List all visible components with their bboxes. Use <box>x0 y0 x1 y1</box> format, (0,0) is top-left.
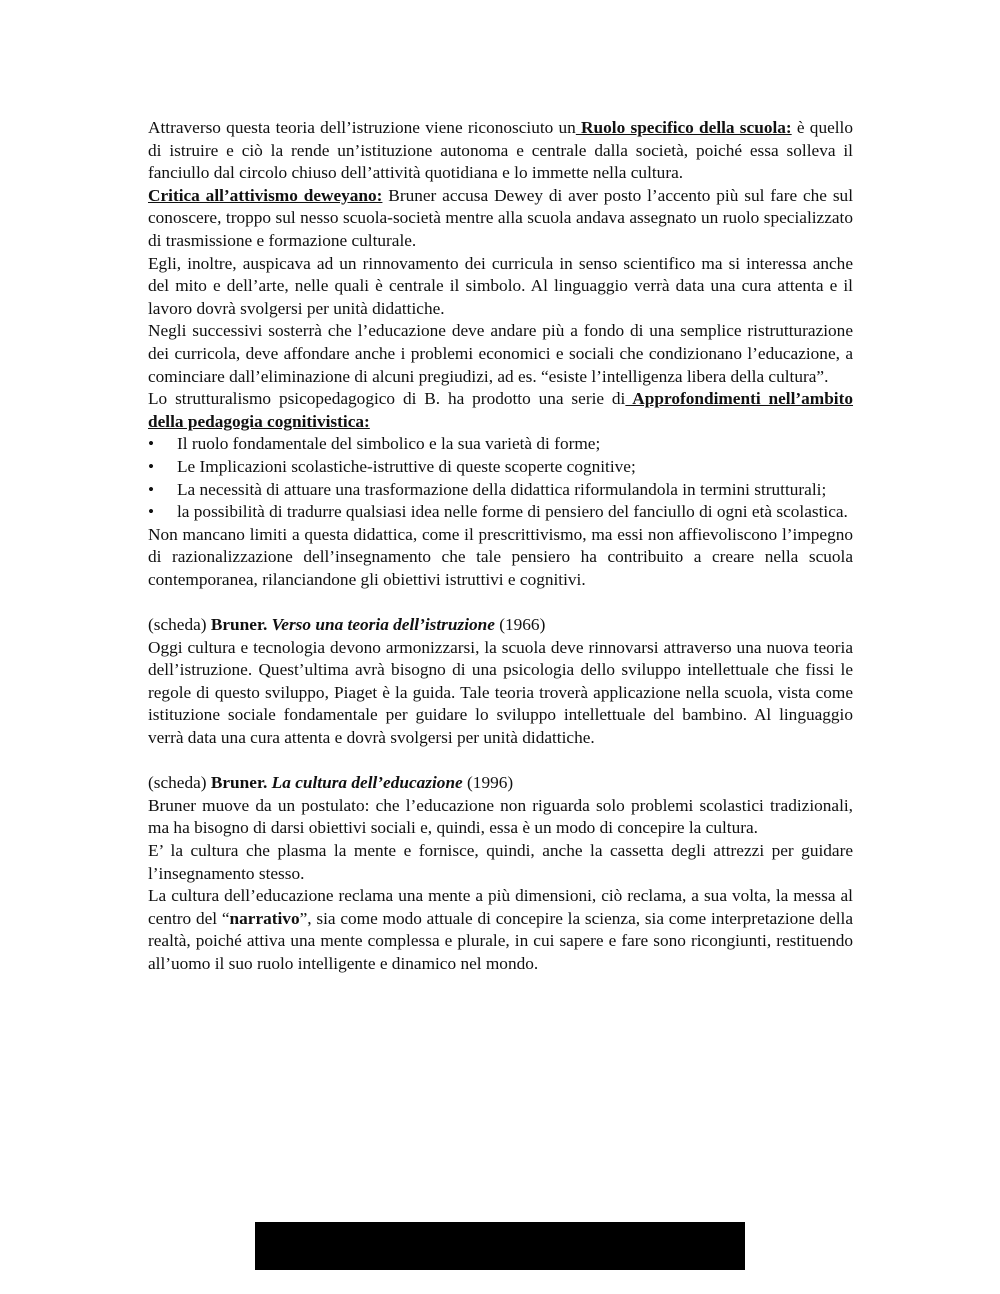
text: è quello di istruire e ciò la rende un’istituzione autonoma e centrale dalla società, poiché essa solleva il fanciullo dal circolo chiuso dell’attività quotidiana e lo immette nella cultura. <box>148 118 853 183</box>
bullet-list <box>148 433 853 523</box>
text: ”, sia come modo attuale di concepire la scienza, sia come interpretazione della realtà, poiché attiva una mente complessa e plurale, in cui sapere e fare sono ricongiunti, restituendo all’uomo il suo ruolo intelligente e dinamico nel mondo. <box>148 908 853 973</box>
scheda-title: La cultura dell’educazione <box>267 773 463 793</box>
paragraph-strutturalismo <box>148 388 853 433</box>
heading-ruolo-specifico: Ruolo specifico della scuola: <box>575 118 792 137</box>
bullet-icon: • <box>148 456 155 476</box>
scheda-year: (1966) <box>494 615 546 635</box>
scheda-body-1996-narrativo <box>148 885 853 975</box>
paragraph-ruolo-scuola <box>148 117 853 185</box>
scheda-body-1996-cultura: E’ la cultura che plasma la mente e fornisce, quindi, anche la cassetta degli attrezzi per guidare l’insegnamento stesso. <box>148 841 853 883</box>
list-item-text: La necessità di attuare una trasformazione della didattica riformulandola in termini strutturali; <box>177 479 827 499</box>
emphasis-narrativo: narrativo <box>229 908 300 928</box>
scheda-title: Verso una teoria dell’istruzione <box>267 615 495 635</box>
list-item <box>148 433 853 456</box>
bullet-icon: • <box>148 479 155 499</box>
scheda-body-1996-postulato: Bruner muove da un postulato: che l’educazione non riguarda solo problemi scolastici tradizionali, ma ha bisogno di darsi obiettivi sociali e, quindi, essa è un modo di concepire la cultura. <box>148 795 853 838</box>
list-item-text: Il ruolo fondamentale del simbolico e la sua varietà di forme; <box>177 434 601 454</box>
redaction-bar <box>255 1222 745 1270</box>
scheda-heading-1966 <box>148 614 853 637</box>
scheda-body-1966: Oggi cultura e tecnologia devono armonizzarsi, la scuola deve rinnovarsi attraverso una nuova teoria dell’istruzione. Quest’ultima avrà bisogno di una psicologia dello sviluppo intellettuale che fissi le regole di questo sviluppo, Piaget è la guida. Tale teoria troverà applicazione nella scuola, vista come istituzione sociale fondamentale per guidare lo sviluppo intellettuale del bambino. Al linguaggio verrà data una cura attenta e dovrà svolgersi per unità didattiche. <box>148 637 853 748</box>
scheda-author: Bruner. <box>210 773 268 793</box>
bullet-icon: • <box>148 434 155 454</box>
heading-approfondimenti: Approfondimenti nell’ambito della pedagogia cognitivistica: <box>148 389 854 431</box>
text: La cultura dell’educazione reclama una mente a più dimensioni, ciò reclama, a sua volta, la messa al centro del “ <box>148 886 853 928</box>
heading-critica-attivismo: Critica all’attivismo deweyano: <box>148 185 383 205</box>
paragraph-rinnovamento: Egli, inoltre, auspicava ad un rinnovamento dei curricula in senso scientifico ma si interessa anche del mito e dell’arte, nelle quali è centrale il simbolo. Al linguaggio verrà data una cura attenta e il lavoro dovrà svolgersi per unità didattiche. <box>148 253 853 318</box>
spacer <box>148 750 853 773</box>
list-item <box>148 456 853 479</box>
text: Lo strutturalismo psicopedagogico di B. ha prodotto una serie di <box>148 389 626 409</box>
paragraph-successivi: Negli successivi sosterrà che l’educazione deve andare più a fondo di una semplice ristrutturazione dei curricola, deve affondare anche i problemi economici e sociali che condizionano l’educazione, a cominciare dall’eliminazione di alcuni pregiudizi, ad es. “esiste l’intelligenza libera della cultura”. <box>148 321 853 386</box>
list-item <box>148 479 853 502</box>
scheda-heading-1996 <box>148 772 853 795</box>
list-item-text: Le Implicazioni scolastiche-istruttive di queste scoperte cognitive; <box>177 456 636 476</box>
text: Attraverso questa teoria dell’istruzione viene riconosciuto un <box>148 118 576 137</box>
list-item-text: la possibilità di tradurre qualsiasi idea nelle forme di pensiero del fanciullo di ogni età scolastica. <box>177 502 848 522</box>
scheda-author: Bruner. <box>210 615 268 635</box>
text: Bruner accusa Dewey di aver posto l’accento più sul fare che sul conoscere, troppo sul nesso scuola-società mentre alla scuola andava assegnato un ruolo specializzato di trasmissione e formazione culturale. <box>148 185 853 250</box>
scheda-year: (1996) <box>462 773 514 793</box>
list-item <box>148 501 853 524</box>
bullet-icon: • <box>148 502 155 522</box>
scheda-prefix: (scheda) <box>148 773 211 793</box>
paragraph-limiti: Non mancano limiti a questa didattica, come il prescrittivismo, ma essi non affievoliscono l’impegno di razionalizzazione dell’insegnamento che tale pensiero ha contribuito a creare nella scuola contemporanea, rilanciandone gli obiettivi istruttivi e cognitivi. <box>148 524 853 589</box>
paragraph-critica-attivismo <box>148 185 853 253</box>
scheda-prefix: (scheda) <box>148 615 211 635</box>
spacer <box>148 591 853 614</box>
document-page <box>148 117 853 976</box>
